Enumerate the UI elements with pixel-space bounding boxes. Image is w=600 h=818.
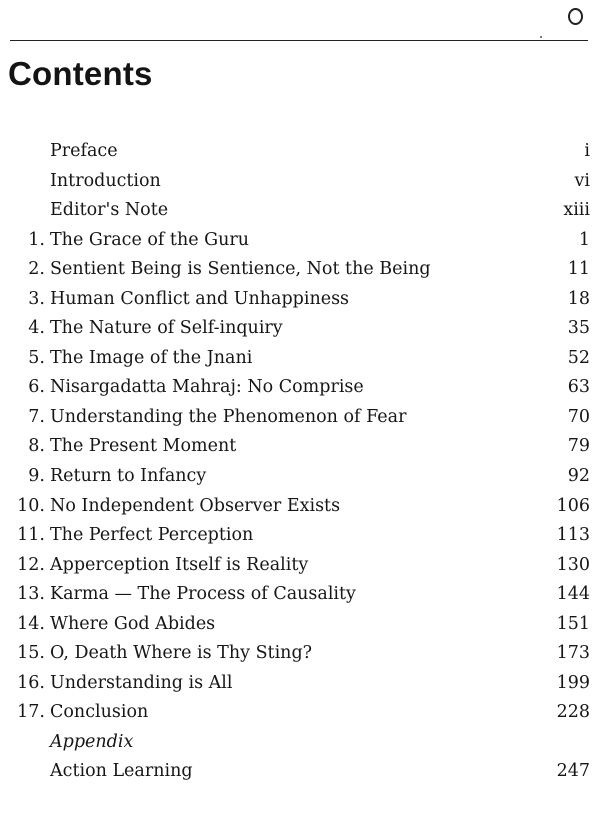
page-number: 70: [567, 406, 590, 427]
toc-entry: [0, 462, 600, 492]
chapter-number: 9.: [28, 466, 45, 487]
toc-entry: [0, 403, 600, 433]
chapter-title: Understanding the Phenomenon of Fear: [50, 406, 407, 427]
chapter-title: Apperception Itself is Reality: [50, 554, 309, 575]
chapter-number: 1.: [28, 229, 45, 250]
page-number: 151: [556, 613, 590, 634]
chapter-number: 5.: [28, 347, 45, 368]
chapter-title: Understanding is All: [50, 672, 233, 693]
chapter-title: No Independent Observer Exists: [50, 495, 341, 516]
toc-entry: [0, 167, 600, 197]
toc-entry: [0, 314, 600, 344]
dot-mark: [540, 36, 542, 38]
toc-entry: [0, 610, 600, 640]
chapter-title: Return to Infancy: [50, 466, 207, 487]
chapter-title: Sentient Being is Sentience, Not the Being: [50, 259, 431, 280]
chapter-number: 12.: [17, 554, 45, 575]
chapter-title: Where God Abides: [50, 613, 216, 634]
toc-entry: [0, 373, 600, 403]
chapter-title: The Grace of the Guru: [50, 229, 250, 250]
toc-entry: [0, 226, 600, 256]
toc-entry: [0, 580, 600, 610]
page-number: 52: [567, 347, 590, 368]
chapter-title: O, Death Where is Thy Sting?: [50, 643, 313, 664]
chapter-number: 8.: [28, 436, 45, 457]
page-number: vi: [574, 170, 590, 191]
chapter-number: 14.: [17, 613, 45, 634]
chapter-number: 17.: [17, 702, 45, 723]
chapter-number: 4.: [28, 318, 45, 339]
page-number: 130: [556, 554, 590, 575]
chapter-title: The Perfect Perception: [50, 525, 254, 546]
page-number: 113: [556, 525, 590, 546]
chapter-number: 2.: [28, 259, 45, 280]
toc-entry: [0, 196, 600, 226]
toc-entry: [0, 492, 600, 522]
page-number: 199: [556, 672, 590, 693]
chapter-title: Human Conflict and Unhappiness: [50, 288, 350, 309]
chapter-title: Karma — The Process of Causality: [50, 584, 356, 605]
page-number: 106: [556, 495, 590, 516]
chapter-number: 7.: [28, 406, 45, 427]
chapter-number: 16.: [17, 672, 45, 693]
page-number: xiii: [563, 200, 590, 221]
chapter-title: The Present Moment: [50, 436, 237, 457]
chapter-title: The Nature of Self-inquiry: [50, 318, 283, 339]
page-number: 228: [556, 702, 590, 723]
toc-entry: [0, 669, 600, 699]
chapter-title: Action Learning: [50, 761, 193, 782]
page-number: 18: [567, 288, 590, 309]
toc-entry: [0, 757, 600, 787]
chapter-number: 3.: [28, 288, 45, 309]
chapter-number: 11.: [17, 525, 45, 546]
toc-entry: [0, 551, 600, 581]
chapter-title: Nisargadatta Mahraj: No Comprise: [50, 377, 364, 398]
toc-entry: [0, 728, 600, 758]
toc-entry: [0, 285, 600, 315]
toc-entry: [0, 137, 600, 167]
chapter-number: 10.: [17, 495, 45, 516]
page-number: 79: [567, 436, 590, 457]
toc-entry: [0, 432, 600, 462]
page-number: 92: [567, 466, 590, 487]
chapter-title: The Image of the Jnani: [50, 347, 253, 368]
page-number: i: [584, 141, 590, 161]
chapter-title: Conclusion: [50, 702, 149, 723]
chapter-title: Appendix: [50, 731, 134, 752]
toc-entry: [0, 639, 600, 669]
page-number: 247: [556, 761, 590, 782]
contents-heading: Contents: [8, 55, 153, 92]
page-number: 1: [578, 229, 590, 250]
chapter-number: 6.: [28, 377, 45, 398]
table-of-contents: [0, 137, 600, 787]
toc-entry: [0, 521, 600, 551]
toc-entry: [0, 255, 600, 285]
chapter-title: Editor's Note: [50, 200, 169, 221]
chapter-number: 15.: [17, 643, 45, 664]
page-number: 35: [567, 318, 590, 339]
toc-entry: [0, 698, 600, 728]
header-rule: [10, 40, 588, 41]
page-number: 11: [567, 259, 590, 280]
chapter-title: Preface: [50, 141, 118, 161]
chapter-title: Introduction: [50, 170, 161, 191]
page-number: 173: [556, 643, 590, 664]
chapter-number: 13.: [17, 584, 45, 605]
circle-mark-icon: [568, 8, 583, 25]
page-number: 63: [567, 377, 590, 398]
page-number: 144: [556, 584, 590, 605]
toc-entry: [0, 344, 600, 374]
